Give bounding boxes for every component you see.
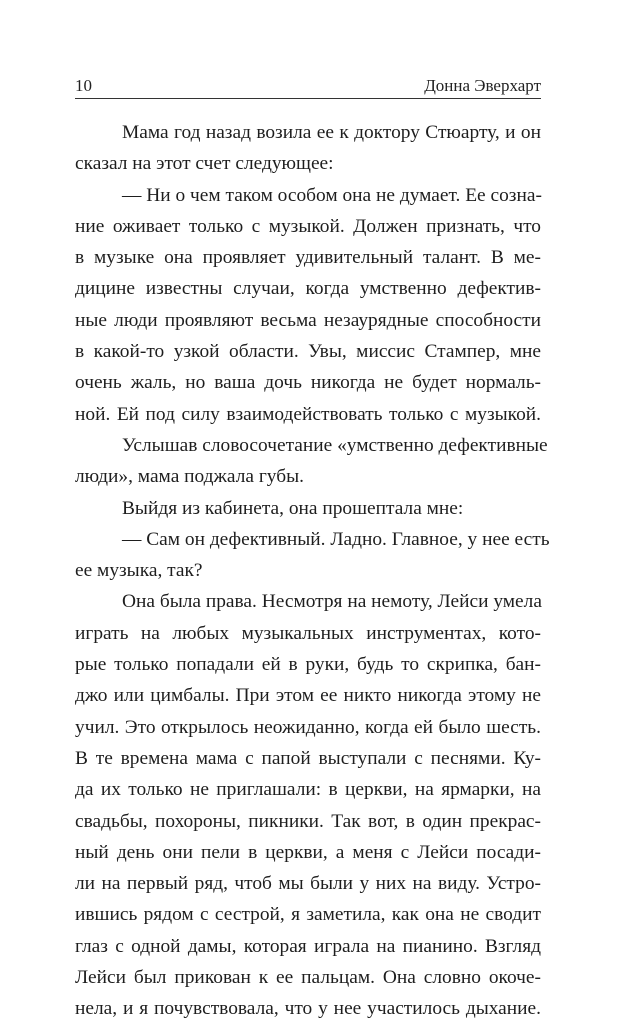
text-line: ние оживает только с музыкой. Должен признать, что <box>75 215 541 237</box>
text-line: рые только попадали ей в руки, будь то скрипка, бан- <box>75 654 541 676</box>
text-line: ившись рядом с сестрой, я заметила, как она не сводит <box>75 904 541 926</box>
text-line: Лейси был прикован к ее пальцам. Она словно окоче- <box>75 967 541 989</box>
text-line: глаз с одной дамы, которая играла на пианино. Взгляд <box>75 935 541 957</box>
body-text <box>75 117 550 1025</box>
text-line: Мама год назад возила ее к доктору Стюарту, и он <box>122 122 541 143</box>
text-line: ее музыка, так? <box>75 560 203 582</box>
text-line: люди», мама поджала губы. <box>75 466 304 488</box>
running-head-author: Донна Эверхарт <box>424 76 541 95</box>
text-line: свадьбы, похороны, пикники. Так вот, в один прекрас- <box>75 810 541 832</box>
text-line: играть на любых музыкальных инструментах, кото- <box>75 622 541 644</box>
text-line: в какой-то узкой области. Увы, миссис Стампер, мне <box>75 341 541 363</box>
text-line: да их только не приглашали: в церкви, на ярмарки, на <box>75 779 541 801</box>
page-header <box>75 76 541 98</box>
header-rule <box>75 98 541 99</box>
text-line: — Сам он дефективный. Ладно. Главное, у нее есть <box>122 528 550 550</box>
text-line: дицине известны случаи, когда умственно дефектив- <box>75 278 541 300</box>
text-line: В те времена мама с папой выступали с песнями. Ку- <box>75 747 541 769</box>
text-line: нела, и я почувствовала, что у нее участилось дыхание. <box>75 998 541 1020</box>
text-line: ной. Ей под силу взаимодействовать только с музыкой. <box>75 403 541 425</box>
text-line: ные люди проявляют весьма незаурядные способности <box>75 309 541 331</box>
text-line: Услышав словосочетание «умственно дефективные <box>122 434 548 456</box>
text-line: Выйдя из кабинета, она прошептала мне: <box>122 497 464 519</box>
text-line: в музыке она проявляет удивительный талант. В ме- <box>75 247 541 269</box>
text-line: — Ни о чем таком особом она не думает. Ее созна- <box>122 184 542 206</box>
text-line: ный день они пели в церкви, а меня с Лейси посади- <box>75 841 541 863</box>
text-line: учил. Это открылось неожиданно, когда ей было шесть. <box>75 716 541 738</box>
text-line: очень жаль, но ваша дочь никогда не будет нормаль- <box>75 372 541 394</box>
text-line: джо или цимбалы. При этом ее никто никогда этому не <box>75 685 541 707</box>
page-number: 10 <box>75 76 92 95</box>
text-line: сказал на этот счет следующее: <box>75 153 334 175</box>
text-line: ли на первый ряд, чтоб мы были у них на виду. Устро- <box>75 873 541 895</box>
text-line: Она была права. Несмотря на немоту, Лейси умела <box>122 591 542 613</box>
